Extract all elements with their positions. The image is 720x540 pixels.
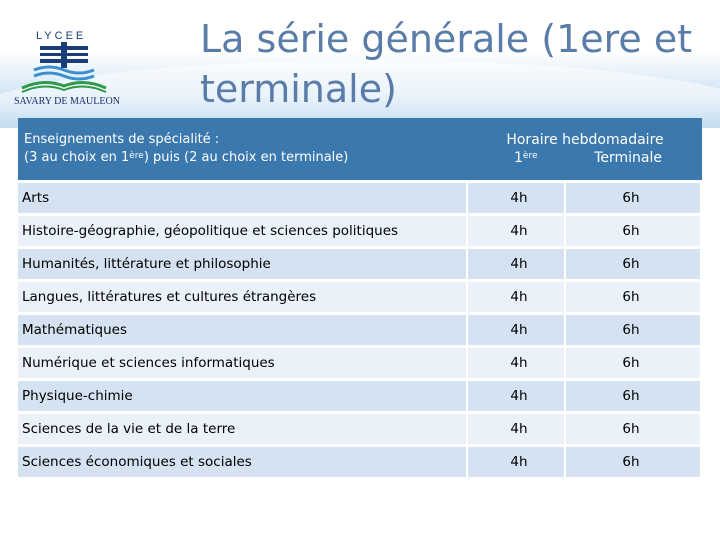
- specialty-table: [18, 118, 702, 477]
- terminal-hours-cell: 6h: [566, 279, 702, 312]
- table-row: [18, 444, 702, 477]
- table-row: [18, 378, 702, 411]
- subject-cell: Sciences économiques et sociales: [18, 444, 468, 477]
- first-year-hours-cell: 4h: [468, 246, 566, 279]
- first-year-hours-cell: 4h: [468, 444, 566, 477]
- subject-cell: Histoire-géographie, géopolitique et sciences politiques: [18, 213, 468, 246]
- first-year-hours-cell: 4h: [468, 345, 566, 378]
- table-row: [18, 411, 702, 444]
- page-title: La série générale (1ere et terminale): [200, 17, 693, 111]
- hours-subheaders: [474, 149, 696, 167]
- subject-cell: Numérique et sciences informatiques: [18, 345, 468, 378]
- first-year-hours-cell: 4h: [468, 312, 566, 345]
- terminal-hours-cell: 6h: [566, 345, 702, 378]
- first-year-hours-cell: 4h: [468, 411, 566, 444]
- logo-school-name: SAVARY DE MAULEON: [14, 96, 120, 107]
- terminal-hours-cell: 6h: [566, 180, 702, 213]
- table-row: [18, 246, 702, 279]
- first-year-hours-cell: 4h: [468, 180, 566, 213]
- hours-header-title: Horaire hebdomadaire: [506, 132, 664, 148]
- school-logo: [14, 26, 120, 118]
- table-row: [18, 213, 702, 246]
- subject-cell: Mathématiques: [18, 312, 468, 345]
- terminal-hours-cell: 6h: [566, 411, 702, 444]
- terminal-subheader: Terminale: [594, 150, 662, 166]
- subject-header-line2: (3 au choix en 1ère) puis (2 au choix en terminale): [24, 150, 349, 165]
- subject-cell: Humanités, littérature et philosophie: [18, 246, 468, 279]
- subject-cell: Sciences de la vie et de la terre: [18, 411, 468, 444]
- subject-cell: Physique-chimie: [18, 378, 468, 411]
- subject-header-line1: Enseignements de spécialité :: [24, 132, 220, 147]
- first-year-hours-cell: 4h: [468, 279, 566, 312]
- terminal-hours-cell: 6h: [566, 213, 702, 246]
- table-row: [18, 180, 702, 213]
- terminal-hours-cell: 6h: [566, 444, 702, 477]
- subject-column-header: [18, 118, 468, 180]
- first-year-subheader: 1ère: [514, 150, 538, 166]
- subject-cell: Arts: [18, 180, 468, 213]
- terminal-hours-cell: 6h: [566, 378, 702, 411]
- table-row: [18, 345, 702, 378]
- subject-cell: Langues, littératures et cultures étrangères: [18, 279, 468, 312]
- terminal-hours-cell: 6h: [566, 312, 702, 345]
- table-header-row: [18, 118, 702, 180]
- first-year-hours-cell: 4h: [468, 378, 566, 411]
- logo-emblem-icon: [14, 26, 114, 96]
- terminal-hours-cell: 6h: [566, 246, 702, 279]
- first-year-hours-cell: 4h: [468, 213, 566, 246]
- logo-lycee-text: LYCEE: [36, 30, 87, 42]
- table-row: [18, 312, 702, 345]
- hours-column-header: [468, 118, 702, 180]
- table-row: [18, 279, 702, 312]
